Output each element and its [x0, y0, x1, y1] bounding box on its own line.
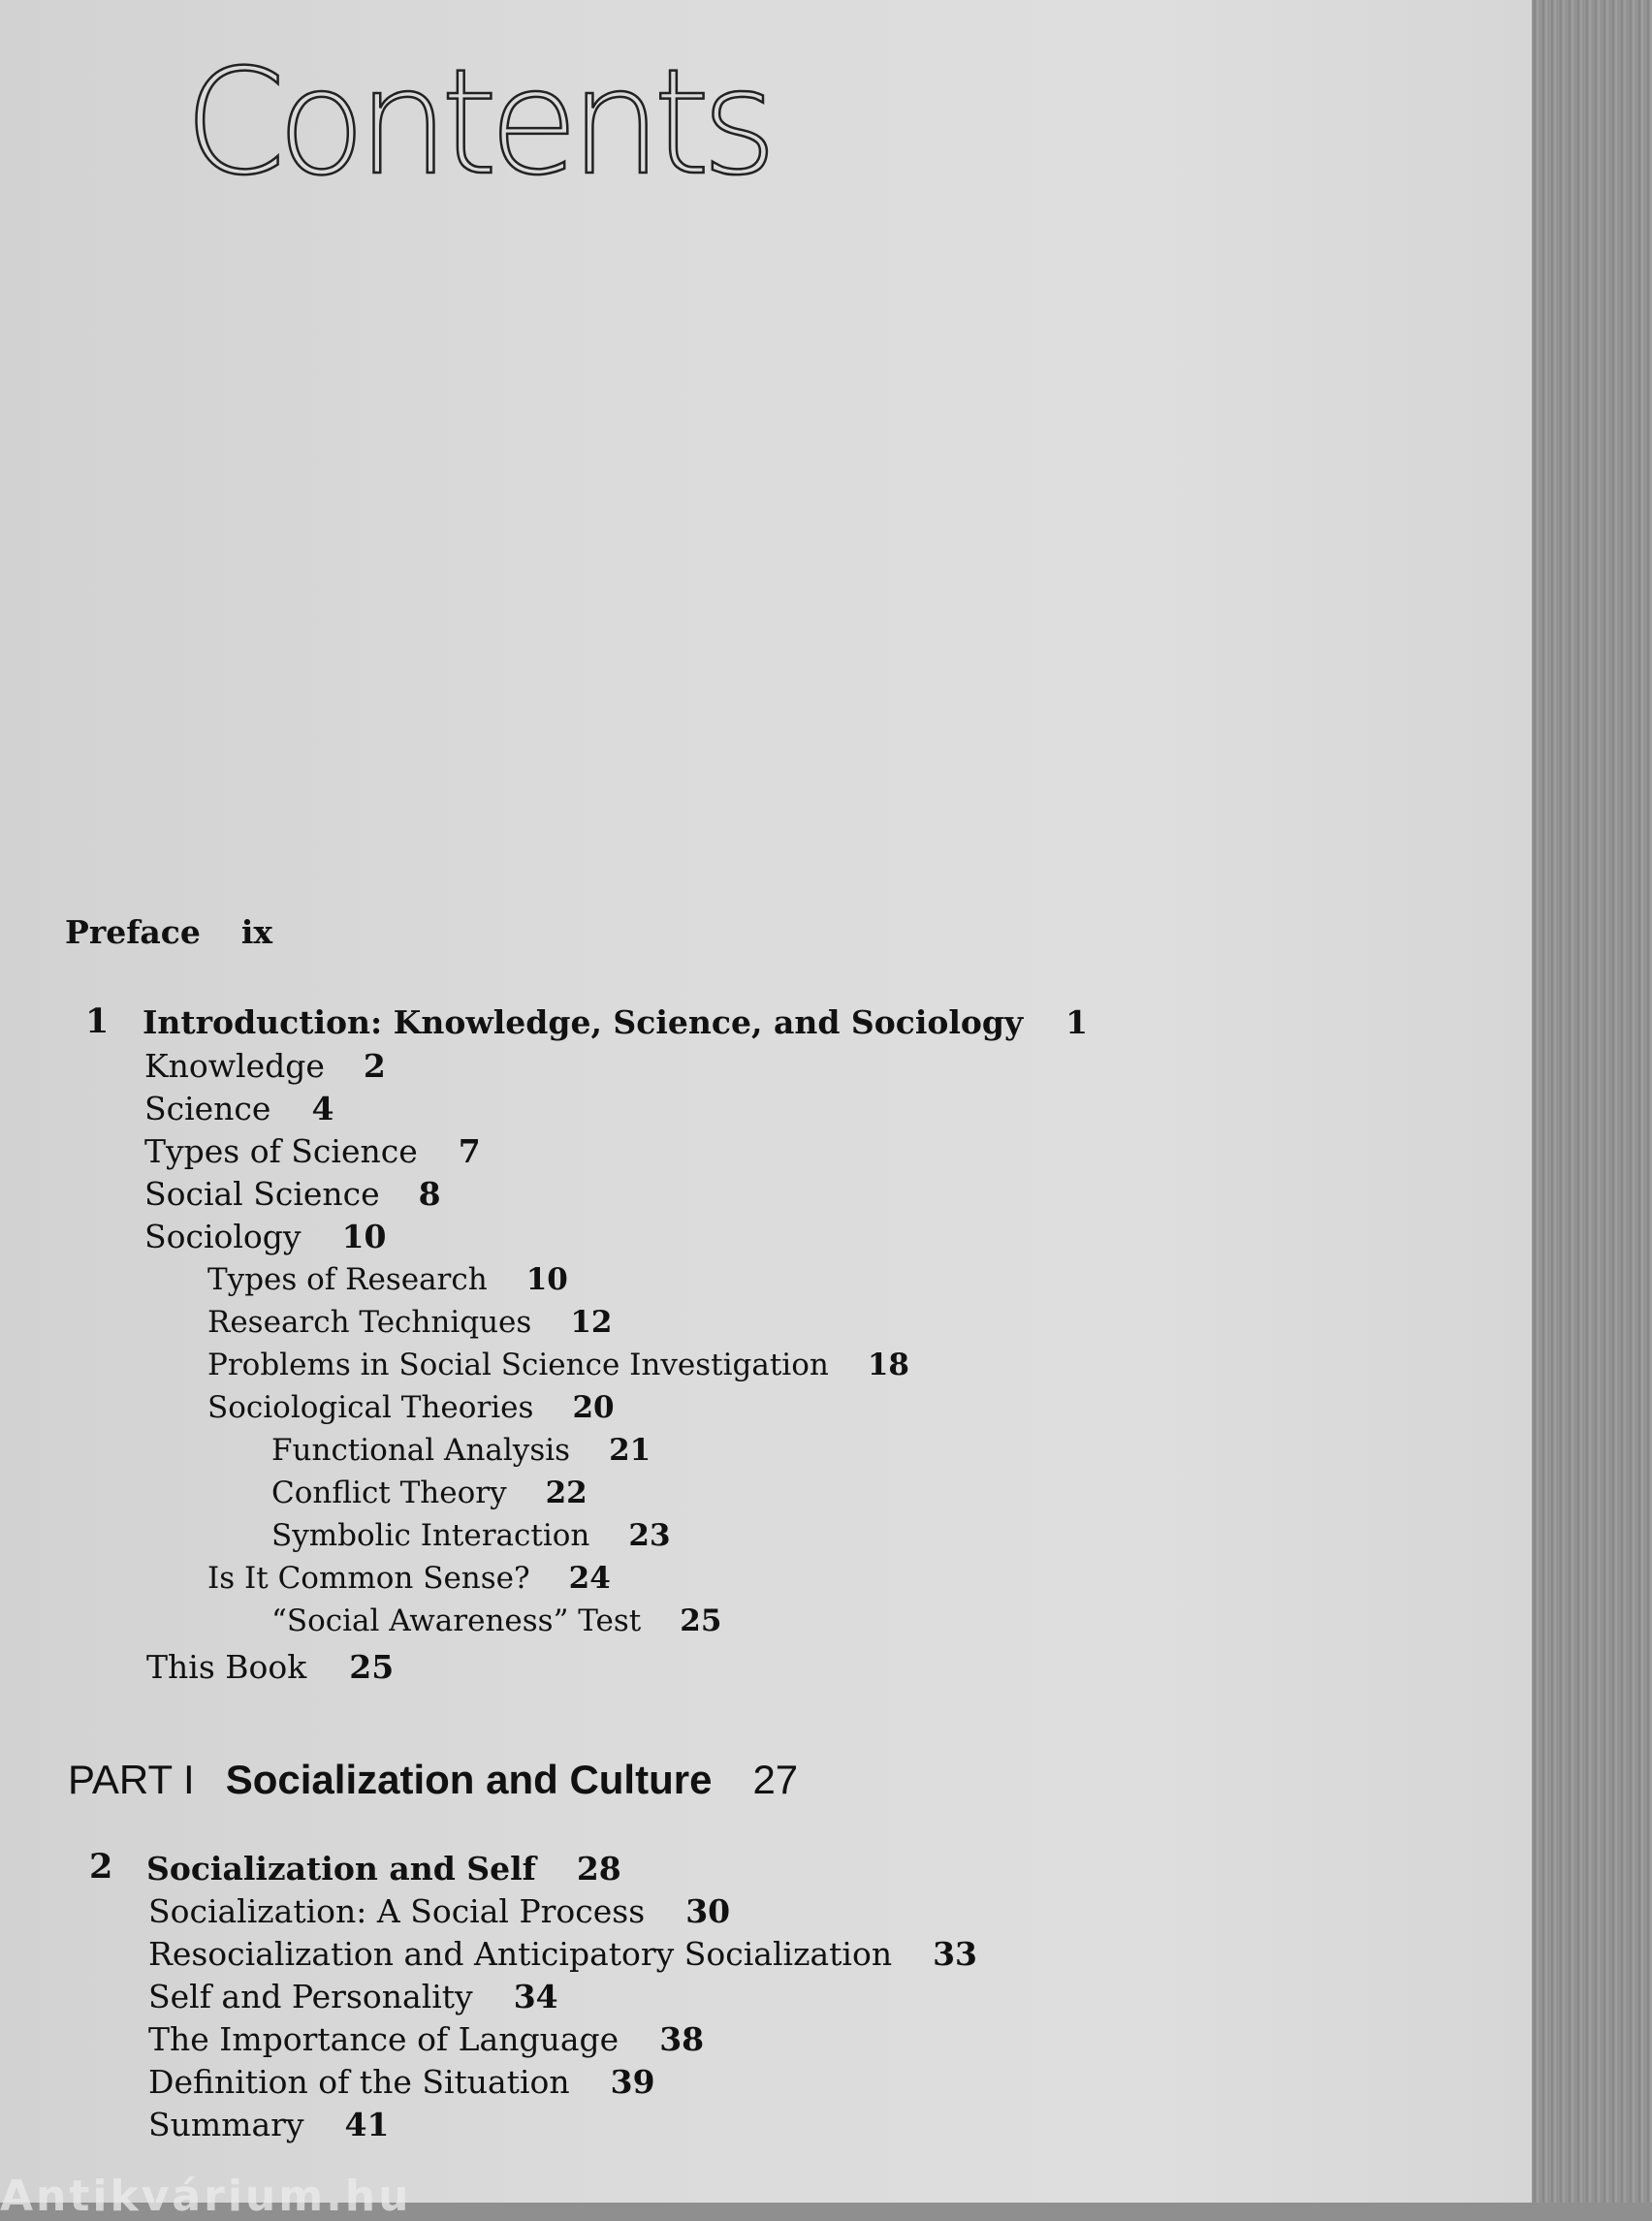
toc-page-number: 25	[349, 1648, 395, 1686]
toc-label: Resocialization and Anticipatory Socialization	[148, 1935, 893, 1973]
toc-page-number: ix	[240, 913, 273, 951]
toc-entry	[146, 1648, 395, 1686]
toc-label: Socialization: A Social Process	[148, 1892, 646, 1930]
toc-label: Science	[144, 1090, 271, 1127]
toc-page-number: 8	[418, 1175, 441, 1213]
toc-label: This Book	[146, 1648, 307, 1686]
toc-page-number: 1	[1065, 1003, 1089, 1041]
toc-page-number: 39	[610, 2063, 655, 2101]
toc-entry	[207, 1305, 613, 1340]
toc-page-number: 38	[659, 2020, 705, 2058]
toc-entry	[148, 2020, 705, 2058]
toc-page-number: 20	[572, 1390, 615, 1425]
toc-label: Functional Analysis	[271, 1433, 571, 1468]
watermark: Antikvárium.hu	[0, 2172, 412, 2221]
toc-label: Symbolic Interaction	[271, 1518, 590, 1553]
toc-label: Research Techniques	[207, 1305, 532, 1340]
toc-page-number: 34	[513, 1978, 558, 2015]
toc-label: Sociological Theories	[207, 1390, 534, 1425]
toc-page-number: 12	[570, 1305, 613, 1340]
toc-entry	[207, 1561, 611, 1596]
toc-label: Social Science	[144, 1175, 380, 1213]
part-label: PART I	[68, 1757, 195, 1802]
toc-entry	[271, 1603, 722, 1638]
toc-page-number: 27	[752, 1757, 799, 1802]
toc-label: Socialization and Self	[146, 1850, 536, 1888]
toc-page-number: 25	[680, 1603, 722, 1638]
toc-page-number: 21	[609, 1433, 651, 1468]
toc-entry	[148, 2063, 655, 2101]
book-gutter	[1532, 0, 1652, 2203]
toc-label: Preface	[65, 913, 201, 951]
toc-label: The Importance of Language	[148, 2020, 620, 2058]
toc-part-heading	[68, 1757, 799, 1802]
toc-entry	[207, 1262, 568, 1297]
chapter-number: 1	[85, 1001, 110, 1041]
toc-label: Sociology	[144, 1218, 302, 1255]
toc-page-number: 30	[685, 1892, 731, 1930]
toc-page-number: 4	[311, 1090, 334, 1127]
toc-entry	[148, 1978, 558, 2015]
toc-page-number: 7	[458, 1132, 481, 1170]
toc-label: Introduction: Knowledge, Science, and Sociology	[143, 1003, 1024, 1041]
toc-page-number: 22	[545, 1475, 588, 1510]
toc-chapter-2	[146, 1850, 621, 1888]
toc-preface	[65, 913, 273, 951]
toc-label: Is It Common Sense?	[207, 1561, 530, 1596]
toc-page-number: 28	[576, 1850, 621, 1888]
toc-entry	[148, 1935, 978, 1973]
toc-page-number: 24	[568, 1561, 611, 1596]
toc-chapter-1	[143, 1003, 1089, 1041]
toc-page-number: 18	[867, 1348, 909, 1382]
toc-label: Problems in Social Science Investigation	[207, 1348, 829, 1382]
toc-entry	[271, 1433, 651, 1468]
toc-label: “Social Awareness” Test	[271, 1603, 642, 1638]
toc-page-number: 23	[628, 1518, 671, 1553]
toc-label: Summary	[148, 2106, 304, 2143]
toc-label: Types of Science	[144, 1132, 418, 1170]
toc-entry	[144, 1218, 387, 1255]
chapter-number: 2	[89, 1847, 113, 1887]
toc-label: Self and Personality	[148, 1978, 473, 2015]
toc-page-number: 10	[341, 1218, 387, 1255]
page-title: Contents	[184, 39, 769, 207]
toc-label: Knowledge	[144, 1047, 325, 1085]
toc-page-number: 41	[344, 2106, 390, 2143]
toc-page-number: 33	[933, 1935, 978, 1973]
toc-entry	[271, 1475, 588, 1510]
toc-entry	[207, 1390, 615, 1425]
toc-entry	[144, 1047, 386, 1085]
toc-label: Conflict Theory	[271, 1475, 507, 1510]
toc-entry	[144, 1090, 334, 1127]
toc-entry	[207, 1350, 909, 1380]
toc-entry	[148, 1892, 731, 1930]
toc-entry	[271, 1518, 671, 1553]
toc-entry	[148, 2106, 390, 2143]
toc-entry	[144, 1132, 481, 1170]
toc-label: Types of Research	[207, 1262, 488, 1297]
part-title: Socialization and Culture	[225, 1757, 713, 1802]
toc-label: Definition of the Situation	[148, 2063, 570, 2101]
toc-entry	[144, 1175, 441, 1213]
toc-page-number: 10	[525, 1262, 568, 1297]
toc-page-number: 2	[363, 1047, 386, 1085]
